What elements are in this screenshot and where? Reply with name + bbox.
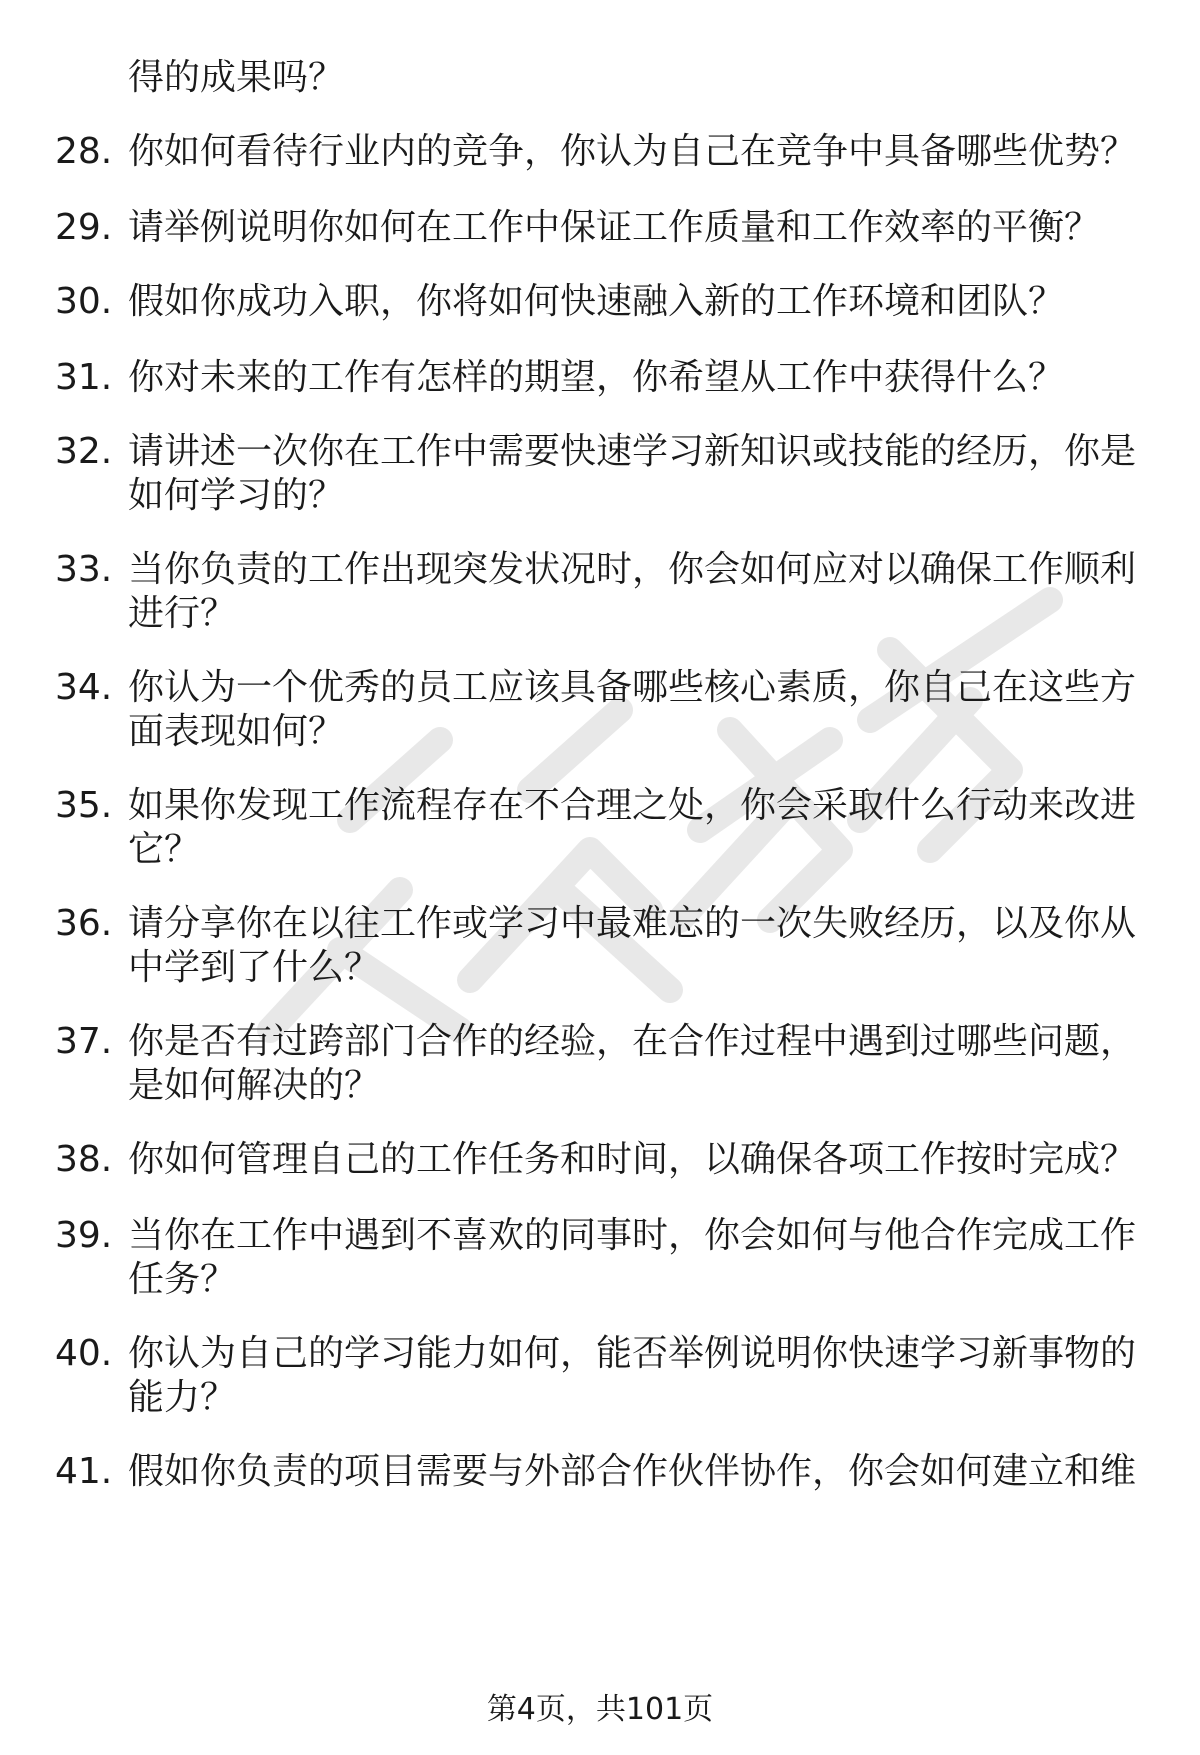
- question-text: 进行？: [128, 593, 237, 634]
- question-text: 它？: [128, 829, 201, 870]
- question-text: 请分享你在以往工作或学习中最难忘的一次失败经历，以及你从: [128, 903, 1137, 944]
- question-line: [0, 204, 1200, 252]
- question-number: 30.: [55, 281, 113, 322]
- question-line: [0, 54, 1200, 102]
- question-line: [0, 590, 1200, 638]
- question-number: 33.: [55, 549, 113, 590]
- question-line: [0, 900, 1200, 948]
- question-number: 40.: [55, 1333, 113, 1374]
- question-line: [0, 1256, 1200, 1304]
- question-text: 是如何解决的？: [128, 1065, 381, 1106]
- question-line: [0, 472, 1200, 520]
- question-line: [0, 1136, 1200, 1184]
- question-number: 39.: [55, 1215, 113, 1256]
- question-text: 你如何管理自己的工作任务和时间，以确保各项工作按时完成？: [128, 1139, 1137, 1180]
- question-text: 当你负责的工作出现突发状况时，你会如何应对以确保工作顺利: [128, 549, 1137, 590]
- question-line: [0, 664, 1200, 712]
- question-line: [0, 278, 1200, 326]
- question-number: 34.: [55, 667, 113, 708]
- question-number: 29.: [55, 207, 113, 248]
- question-line: [0, 128, 1200, 176]
- question-line: [0, 546, 1200, 594]
- page-number: 第4页，共101页: [486, 1692, 714, 1727]
- question-line: [0, 944, 1200, 992]
- question-text: 中学到了什么？: [128, 947, 381, 988]
- question-text: 你认为一个优秀的员工应该具备哪些核心素质，你自己在这些方: [128, 667, 1137, 708]
- question-number: 37.: [55, 1021, 113, 1062]
- question-text: 如何学习的？: [128, 475, 345, 516]
- question-text: 你认为自己的学习能力如何，能否举例说明你快速学习新事物的: [128, 1333, 1137, 1374]
- question-number: 31.: [55, 357, 113, 398]
- question-text: 得的成果吗？: [128, 57, 345, 98]
- question-number: 32.: [55, 431, 113, 472]
- question-line: [0, 1062, 1200, 1110]
- question-line: [0, 708, 1200, 756]
- question-number: 38.: [55, 1139, 113, 1180]
- question-line: [0, 1330, 1200, 1378]
- question-text: 假如你负责的项目需要与外部合作伙伴协作，你会如何建立和维: [128, 1451, 1137, 1492]
- question-text: 你对未来的工作有怎样的期望，你希望从工作中获得什么？: [128, 357, 1065, 398]
- question-text: 请举例说明你如何在工作中保证工作质量和工作效率的平衡？: [128, 207, 1101, 248]
- question-text: 面表现如何？: [128, 711, 345, 752]
- question-line: [0, 782, 1200, 830]
- question-text: 如果你发现工作流程存在不合理之处，你会采取什么行动来改进: [128, 785, 1137, 826]
- question-text: 请讲述一次你在工作中需要快速学习新知识或技能的经历，你是: [128, 431, 1137, 472]
- question-text: 当你在工作中遇到不喜欢的同事时，你会如何与他合作完成工作: [128, 1215, 1137, 1256]
- question-text: 你是否有过跨部门合作的经验，在合作过程中遇到过哪些问题，: [128, 1021, 1137, 1062]
- question-text: 假如你成功入职，你将如何快速融入新的工作环境和团队？: [128, 281, 1065, 322]
- question-line: [0, 354, 1200, 402]
- question-line: [0, 1448, 1200, 1496]
- question-number: 41.: [55, 1451, 113, 1492]
- question-line: [0, 1212, 1200, 1260]
- question-number: 35.: [55, 785, 113, 826]
- question-number: 28.: [55, 131, 113, 172]
- question-text: 你如何看待行业内的竞争，你认为自己在竞争中具备哪些优势？: [128, 131, 1137, 172]
- question-line: [0, 1018, 1200, 1066]
- question-line: [0, 428, 1200, 476]
- question-text: 能力？: [128, 1377, 237, 1418]
- question-number: 36.: [55, 903, 113, 944]
- question-line: [0, 826, 1200, 874]
- question-text: 任务？: [128, 1259, 237, 1300]
- question-line: [0, 1374, 1200, 1422]
